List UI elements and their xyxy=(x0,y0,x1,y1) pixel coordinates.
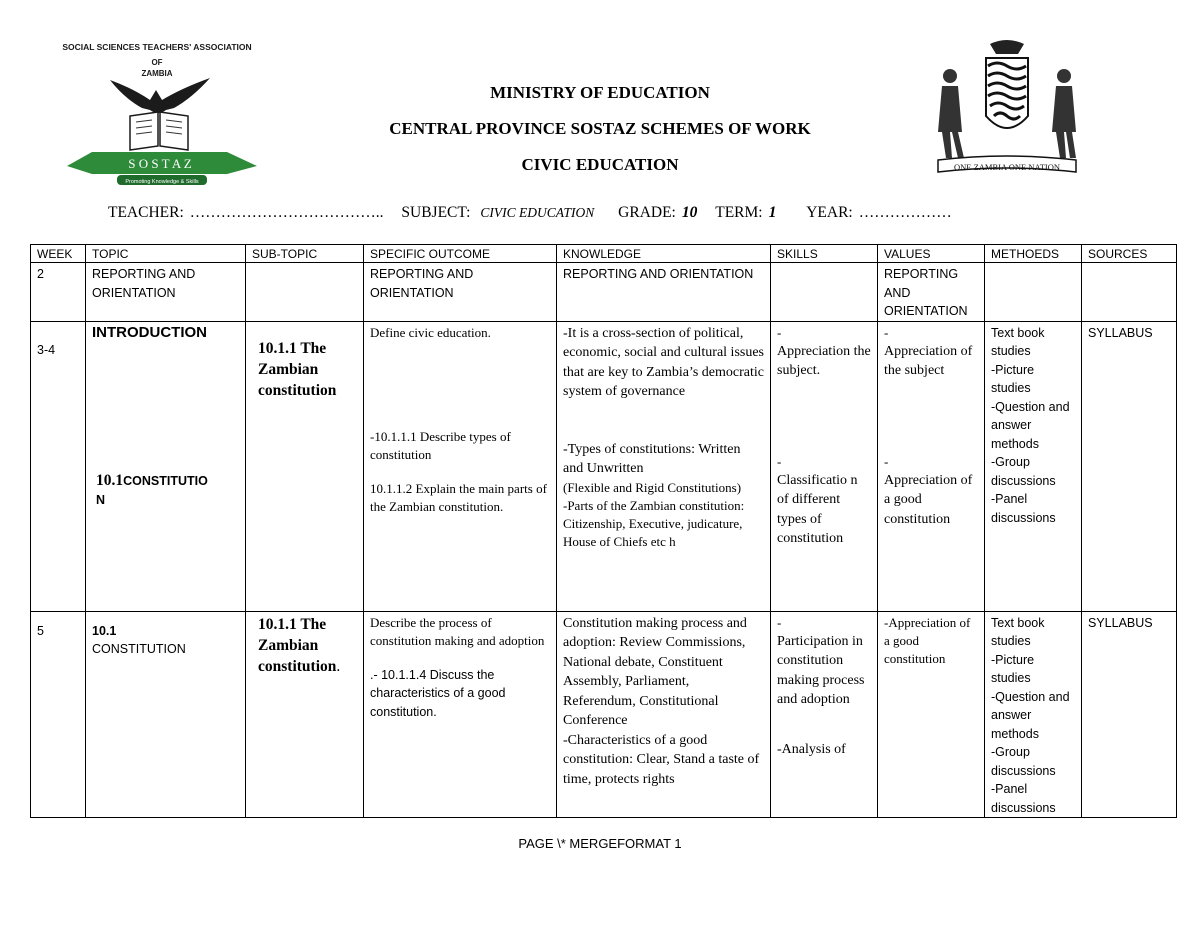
logo-line-3: ZAMBIA xyxy=(141,69,173,78)
knowledge-types: -Types of constitutions: Written and Unwritten xyxy=(563,441,741,476)
person-left-icon xyxy=(938,69,964,158)
logo-line-1: SOCIAL SCIENCES TEACHERS' ASSOCIATION xyxy=(62,42,252,52)
cell-subtopic xyxy=(246,263,364,322)
logo-line-2: OF xyxy=(151,58,163,67)
method-item: Text book studies xyxy=(991,325,1045,358)
year-value: ……………… xyxy=(858,204,952,221)
values-dash: - xyxy=(884,453,889,469)
subject-value: CIVIC EDUCATION xyxy=(480,205,595,220)
knowledge-characteristics: -Characteristics of a good constitution: Clear, Stand a taste of time, protects rights xyxy=(563,732,760,787)
outcome-describe-types: -10.1.1.1 Describe types of constitution xyxy=(370,428,511,462)
topic-number: 10.1 xyxy=(92,623,117,638)
header-sources: SOURCES xyxy=(1082,245,1177,263)
header-week: WEEK xyxy=(31,245,86,263)
book-icon xyxy=(130,112,188,150)
table-row xyxy=(31,611,1177,818)
grade-label: GRADE: xyxy=(618,204,676,221)
cell-methods xyxy=(985,263,1082,322)
outcome-define: Define civic education. xyxy=(370,324,491,340)
table-header-row xyxy=(31,245,1177,263)
document-titles xyxy=(300,80,900,188)
header-skills: SKILLS xyxy=(771,245,878,263)
outcome-explain-parts: 10.1.1.2 Explain the main parts of the Zambian constitution. xyxy=(370,480,547,514)
knowledge-flexible: (Flexible and Rigid Constitutions) xyxy=(563,479,742,495)
coat-of-arms-emblem xyxy=(928,36,1086,186)
method-item: -Group discussions xyxy=(991,745,1056,778)
grade-value: 10 xyxy=(681,204,698,221)
skills-appreciation: Appreciation the subject. xyxy=(777,343,871,378)
title-subject: CIVIC EDUCATION xyxy=(521,155,679,174)
cell-sources: SYLLABUS xyxy=(1082,321,1177,611)
arms-motto: ONE ZAMBIA ONE NATION xyxy=(953,162,1061,172)
knowledge-parts: -Parts of the Zambian constitution: Citizenship, Executive, judicature, House of Chiefs etc h xyxy=(563,497,745,549)
cell-values: REPORTING AND ORIENTATION xyxy=(878,263,985,322)
knowledge-process: Constitution making process and adoption: Review Commissions, National debate, Constituent Assembly, Parliament, Referendum, Constitutional Conference xyxy=(563,615,747,728)
values-appreciation: -Appreciation of a good constitution xyxy=(884,614,971,666)
values-dash: - xyxy=(884,324,889,340)
skills-dash: - xyxy=(777,324,782,340)
cell-week: 3-4 xyxy=(37,342,56,357)
cell-topic: REPORTING AND ORIENTATION xyxy=(86,263,246,322)
sostaz-logo xyxy=(62,38,262,188)
page-footer: PAGE \* MERGEFORMAT 1 xyxy=(518,836,682,851)
header-subtopic: SUB-TOPIC xyxy=(246,245,364,263)
method-item: -Group discussions xyxy=(991,455,1056,488)
outcome-discuss: .- 10.1.1.4 Discuss the characteristics of a good constitution. xyxy=(370,667,506,719)
method-item: -Question and answer methods xyxy=(991,399,1070,451)
header-topic: TOPIC xyxy=(86,245,246,263)
topic-constitution-end: N xyxy=(96,493,106,507)
cell-skills xyxy=(771,263,878,322)
teacher-label: TEACHER: xyxy=(108,204,184,221)
header-knowledge: KNOWLEDGE xyxy=(557,245,771,263)
method-item: -Panel discussions xyxy=(991,492,1056,525)
skills-dash: - xyxy=(777,453,782,469)
topic-constitution: CONSTITUTIO xyxy=(123,474,208,488)
header-outcome: SPECIFIC OUTCOME xyxy=(364,245,557,263)
outcome-describe-process: Describe the process of constitution making and adoption xyxy=(370,614,545,648)
title-ministry: MINISTRY OF EDUCATION xyxy=(490,83,710,102)
eagle-icon xyxy=(990,40,1024,54)
cell-subtopic: 10.1.1 The Zambian constitution xyxy=(258,615,337,675)
table-row xyxy=(31,321,1177,611)
scheme-table xyxy=(30,244,1177,818)
values-appreciation-constitution: Appreciation of a good constitution xyxy=(884,472,973,527)
method-item: -Question and answer methods xyxy=(991,689,1070,741)
cell-week: 5 xyxy=(37,623,44,638)
topic-number: 10.1 xyxy=(96,472,124,489)
skills-participation: Participation in constitution making process and adoption xyxy=(777,633,865,707)
term-label: TERM: xyxy=(715,204,763,221)
year-label: YEAR: xyxy=(806,204,853,221)
eagle-icon xyxy=(110,78,210,113)
topic-introduction: INTRODUCTION xyxy=(92,323,207,341)
meta-line xyxy=(108,204,958,222)
topic-constitution: CONSTITUTION xyxy=(92,642,186,656)
method-item: -Picture studies xyxy=(991,362,1035,395)
subtopic-period: . xyxy=(336,657,341,675)
method-item: Text book studies xyxy=(991,615,1045,648)
term-value: 1 xyxy=(768,204,777,221)
values-appreciation-subject: Appreciation of the subject xyxy=(884,343,973,378)
knowledge-definition: -It is a cross-section of political, economic, social and cultural issues that are key to Zambia’s democratic system of governance xyxy=(563,325,764,399)
header-methods: METHOEDS xyxy=(985,245,1082,263)
logo-acronym: S O S T A Z xyxy=(128,156,192,171)
logo-motto: Promoting Knowledge & Skills xyxy=(125,179,199,185)
header-values: VALUES xyxy=(878,245,985,263)
subject-label: SUBJECT: xyxy=(401,204,471,221)
cell-subtopic: 10.1.1 The Zambian constitution xyxy=(258,339,337,399)
cell-outcome: REPORTING AND ORIENTATION xyxy=(364,263,557,322)
table-row xyxy=(31,263,1177,322)
skills-dash: - xyxy=(777,614,782,630)
teacher-value: ……………………………….. xyxy=(189,204,384,221)
cell-sources: SYLLABUS xyxy=(1082,611,1177,818)
skills-analysis: -Analysis of xyxy=(777,741,846,757)
person-right-icon xyxy=(1052,69,1076,158)
cell-week: 2 xyxy=(31,263,86,322)
method-item: -Panel discussions xyxy=(991,782,1056,815)
skills-classification: Classificatio n of different types of constitution xyxy=(777,472,858,546)
cell-knowledge: REPORTING AND ORIENTATION xyxy=(557,263,771,322)
cell-sources xyxy=(1082,263,1177,322)
title-province: CENTRAL PROVINCE SOSTAZ SCHEMES OF WORK xyxy=(389,119,811,138)
method-item: -Picture studies xyxy=(991,652,1035,685)
